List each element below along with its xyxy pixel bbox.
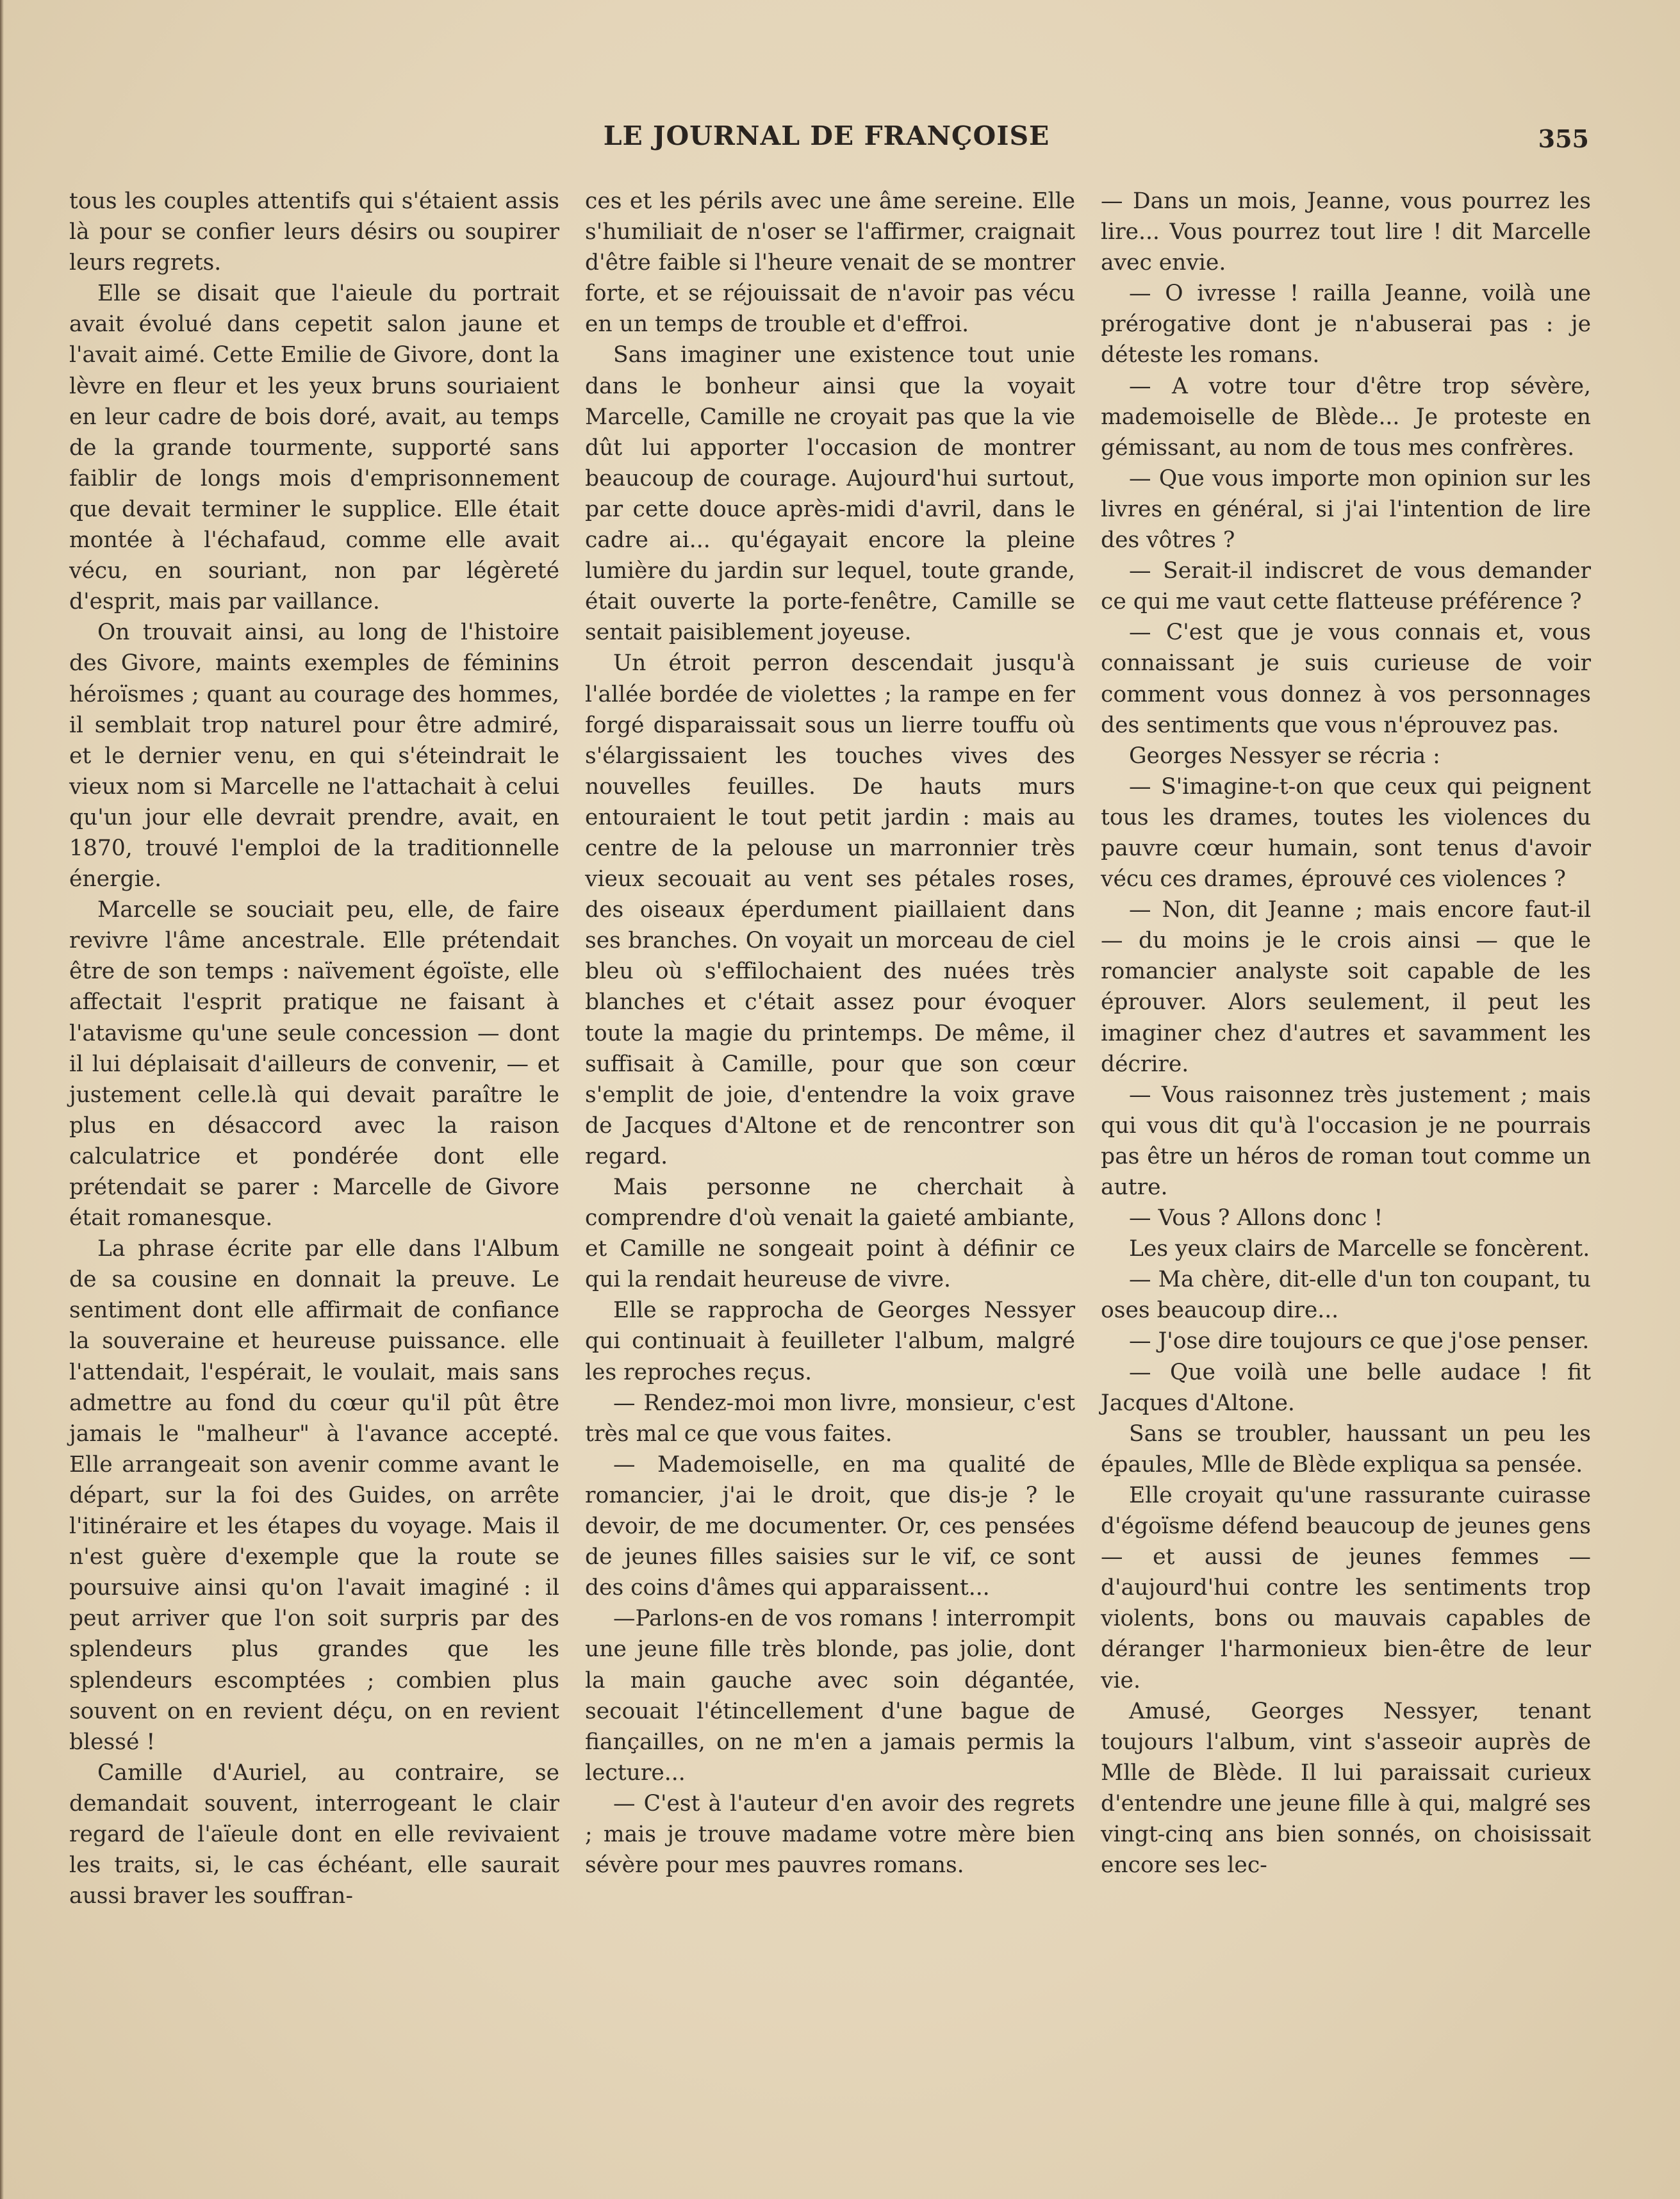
paragraph: On trouvait ainsi, au long de l'histoire des Givore, maints exemples de féminins héroïsmes ; quant au courage des hommes, il semblait trop naturel pour être admiré, et le dernier venu, en qui s'éteindrait le vieux nom si Marcelle ne l'attachait à celui qu'un jour elle devrait prendre, avait, en 1870, trouvé l'emploi de la traditionnelle énergie. (69, 620, 559, 893)
paragraph: Elle se rapprocha de Georges Nessyer qui continuait à feuilleter l'album, malgré les reproches reçus. (585, 1297, 1075, 1385)
paragraph: — J'ose dire toujours ce que j'ose penser. (1129, 1328, 1590, 1355)
journal-title: LE JOURNAL DE FRANÇOISE (603, 120, 1050, 151)
paragraph: — Dans un mois, Jeanne, vous pourrez les lire... Vous pourrez tout lire ! dit Marcelle avec envie. (1101, 188, 1591, 276)
paragraph: tous les couples attentifs qui s'étaient assis là pour se confier leurs désirs ou soupirer leurs regrets. (69, 188, 559, 276)
paragraph: Sans se troubler, haussant un peu les épaules, Mlle de Blède expliqua sa pensée. (1101, 1421, 1591, 1478)
paragraph: Sans imaginer une existence tout unie dans le bonheur ainsi que la voyait Marcelle, Camille ne croyait pas que la vie dût lui apporter l'occasion de montrer beaucoup de courage. Aujourd'hui surtout, par cette douce après-midi d'avril, dans le cadre ai... qu'égayait encore la pleine lumière du jardin sur lequel, toute grande, était ouverte la porte-fenêtre, Camille se sentait paisiblement joyeuse. (585, 342, 1075, 646)
paragraph: — Vous ? Allons donc ! (1129, 1205, 1383, 1231)
paragraph: —Parlons-en de vos romans ! interrompit une jeune fille très blonde, pas jolie, dont la main gauche avec soin dégantée, secouait l'étincellement d'une bague de fiançailles, on ne m'en a jamais permis la lecture... (585, 1606, 1075, 1786)
paragraph: — Que vous importe mon opinion sur les livres en général, si j'ai l'intention de lire des vôtres ? (1101, 465, 1591, 554)
paragraph: Un étroit perron descendait jusqu'à l'allée bordée de violettes ; la rampe en fer forgé disparaissait sous un lierre touffu où s'élargissaient les touches vives des nouvelles feuilles. De hauts murs entouraient le tout petit jardin : mais au centre de la pelouse un marronnier très vieux secouait au vent ses pétales roses, des oiseaux éperdument piaillaient dans ses branches. On voyait un morceau de ciel bleu où s'effilochaient des nuées très blanches et c'était assez pour évoquer toute la magie du printemps. De même, il suffisait à Camille, pour que son cœur s'emplit de joie, d'entendre la voix grave de Jacques d'Altone et de rencontrer son regard. (585, 650, 1075, 1169)
paragraph: Mais personne ne cherchait à comprendre d'où venait la gaieté ambiante, et Camille ne songeait point à définir ce qui la rendait heureuse de vivre. (585, 1174, 1075, 1293)
paragraph: — S'imagine-t-on que ceux qui peignent tous les drames, toutes les violences du pauvre cœur humain, sont tenus d'avoir vécu ces drames, éprouvé ces violences ? (1101, 773, 1591, 893)
paragraph: Amusé, Georges Nessyer, tenant toujours l'album, vint s'asseoir auprès de Mlle de Blède. Il lui paraissait curieux d'entendre une jeune fille à qui, malgré ses vingt-cinq ans bien sonnés, on choisissait encore ses lec- (1101, 1698, 1591, 1879)
column-right (1101, 186, 1591, 2114)
paragraph: — Mademoiselle, en ma qualité de romancier, j'ai le droit, que dis-je ? le devoir, de me documenter. Or, ces pensées de jeunes filles saisies sur le vif, ce sont des coins d'âmes qui apparaissent... (585, 1451, 1075, 1601)
paragraph: — Ma chère, dit-elle d'un ton coupant, tu oses beaucoup dire... (1101, 1267, 1591, 1324)
page-edge-shadow (0, 0, 4, 2199)
running-head (64, 120, 1589, 159)
paragraph: ces et les périls avec une âme sereine. Elle s'humiliait de n'oser se l'affirmer, craignait d'être faible si l'heure venait de se montrer forte, et se réjouissait de n'avoir pas vécu en un temps de trouble et d'effroi. (585, 188, 1075, 338)
paragraph: Camille d'Auriel, au contraire, se demandait souvent, interrogeant le clair regard de l'aïeule dont en elle revivaient les traits, si, le cas échéant, elle saurait aussi braver les souffran- (69, 1759, 559, 1909)
column-middle (585, 186, 1075, 2114)
paragraph: — O ivresse ! railla Jeanne, voilà une prérogative dont je n'abuserai pas : je déteste les romans. (1101, 281, 1591, 368)
paragraph: — Serait-il indiscret de vous demander ce qui me vaut cette flatteuse préférence ? (1101, 558, 1591, 615)
column-left (69, 186, 559, 2114)
paragraph: Les yeux clairs de Marcelle se foncèrent. (1129, 1236, 1590, 1262)
paragraph: Elle se disait que l'aieule du portrait avait évolué dans cepetit salon jaune et l'avait aimé. Cette Emilie de Givore, dont la lèvre en fleur et les yeux bruns souriaient en leur cadre de bois doré, avait, au temps de la grande tourmente, supporté sans faiblir de longs mois d'emprisonnement que devait terminer le supplice. Elle était montée à l'échafaud, comme elle avait vécu, en souriant, non par légèreté d'esprit, mais par vaillance. (69, 281, 559, 615)
paragraph: Georges Nessyer se récria : (1129, 743, 1440, 769)
paragraph: Elle croyait qu'une rassurante cuirasse d'égoïsme défend beaucoup de jeunes gens — et aussi de jeunes femmes — d'aujourd'hui contre les sentiments trop violents, bons ou mauvais capables de déranger l'harmonieux bien-être de leur vie. (1101, 1482, 1591, 1693)
page-number: 355 (1538, 124, 1589, 153)
paragraph: Marcelle se souciait peu, elle, de faire revivre l'âme ancestrale. Elle prétendait être de son temps : naïvement égoïste, elle affectait l'esprit pratique ne faisant à l'atavisme qu'une seule concession — dont il lui déplaisait d'ailleurs de convenir, — et justement celle.là qui devait paraître le plus en désaccord avec la raison calculatrice et pondérée dont elle prétendait se parer : Marcelle de Givore était romanesque. (69, 897, 559, 1231)
text-columns (69, 186, 1591, 2114)
paragraph: — Vous raisonnez très justement ; mais qui vous dit qu'à l'occasion je ne pourrais pas être un héros de roman tout comme un autre. (1101, 1082, 1591, 1200)
paragraph: — C'est à l'auteur d'en avoir des regrets ; mais je trouve madame votre mère bien sévère pour mes pauvres romans. (585, 1790, 1075, 1879)
paragraph: La phrase écrite par elle dans l'Album de sa cousine en donnait la preuve. Le sentiment dont elle affirmait de confiance la souveraine et heureuse puissance. elle l'attendait, l'espérait, le voulait, mais sans admettre au fond du cœur qu'il pût être jamais le "malheur" à l'avance accepté. Elle arrangeait son avenir comme avant le départ, sur la foi des Guides, on arrête l'itinéraire et les étapes du voyage. Mais il n'est guère d'exemple que la route se poursuive ainsi qu'on l'avait imaginé : il peut arriver que l'on soit surpris par des splendeurs plus grandes que les splendeurs escomptées ; combien plus souvent on en revient déçu, on en revient blessé ! (69, 1236, 559, 1755)
paragraph: — C'est que je vous connais et, vous connaissant je suis curieuse de voir comment vous donnez à vos personnages des sentiments que vous n'éprouvez pas. (1101, 620, 1591, 738)
paragraph: — A votre tour d'être trop sévère, mademoiselle de Blède... Je proteste en gémissant, au nom de tous mes confrères. (1101, 373, 1591, 461)
paragraph: — Que voilà une belle audace ! fit Jacques d'Altone. (1101, 1359, 1591, 1416)
paragraph: — Non, dit Jeanne ; mais encore faut-il — du moins je le crois ainsi — que le romancier analyste soit capable de les éprouver. Alors seulement, il peut les imaginer chez d'autres et savamment les décrire. (1101, 897, 1591, 1077)
paragraph: — Rendez-moi mon livre, monsieur, c'est très mal ce que vous faites. (585, 1390, 1075, 1447)
